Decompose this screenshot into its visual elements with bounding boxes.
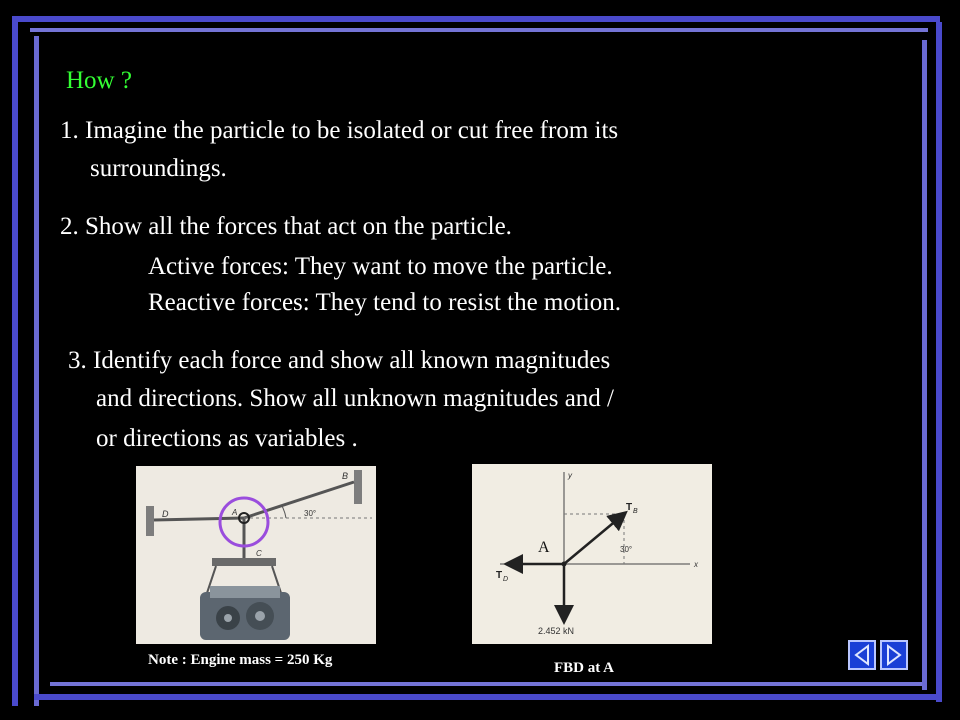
- prev-slide-button[interactable]: [848, 640, 876, 670]
- label-point-a: A: [538, 539, 550, 556]
- label-td: T: [496, 570, 503, 581]
- step2-line: 2. Show all the forces that act on the particle.: [60, 213, 512, 240]
- frame-left-bar-outer: [12, 16, 18, 706]
- label-d: D: [162, 509, 169, 519]
- label-x: x: [694, 560, 698, 569]
- fbd-drawing: [472, 464, 712, 644]
- triangle-right-icon: [882, 642, 906, 668]
- step2-reactive-forces: Reactive forces: They tend to resist the motion.: [148, 289, 622, 316]
- frame-left-bar-inner: [34, 36, 39, 706]
- label-fbd-angle: 30°: [620, 545, 633, 554]
- fbd-caption: FBD at A: [554, 660, 614, 676]
- label-td-subscript: D: [503, 576, 509, 583]
- spreader-bar: [212, 558, 276, 566]
- wall-b-icon: [354, 470, 362, 504]
- angle-arc: [282, 506, 286, 518]
- frame-top-bar-inner: [30, 28, 928, 32]
- engine-mass-note: Note : Engine mass = 250 Kg: [148, 652, 333, 668]
- frame-top-bar-outer: [12, 16, 940, 22]
- label-b: B: [342, 471, 349, 481]
- engine-icon: [200, 586, 290, 640]
- cable-ab: [244, 482, 354, 518]
- step3-line1: 3. Identify each force and show all known magnitudes: [68, 347, 611, 374]
- step1-line1: 1. Imagine the particle to be isolated or cut free from its: [60, 117, 619, 144]
- label-tb: T: [626, 502, 633, 513]
- label-load: 2.452 kN: [538, 626, 575, 636]
- fbd-figure: [472, 464, 712, 644]
- label-a: A: [232, 508, 238, 517]
- point-a: [562, 562, 567, 567]
- engine-hoist-figure: [136, 466, 376, 644]
- tb-vector: [564, 514, 624, 564]
- frame-right-bar-inner: [922, 40, 927, 690]
- step1-line2: surroundings.: [90, 155, 227, 182]
- label-y: y: [568, 471, 572, 480]
- label-tb-subscript: B: [633, 508, 638, 515]
- frame-bottom-bar-outer: [34, 694, 942, 700]
- frame-right-bar-outer: [936, 22, 942, 702]
- step3-line3: or directions as variables .: [96, 425, 358, 452]
- step3-line2: and directions. Show all unknown magnitudes and /: [96, 385, 614, 412]
- step2-active-forces: Active forces: They want to move the particle.: [148, 253, 613, 280]
- label-angle: 30°: [304, 509, 317, 518]
- frame-bottom-bar-inner: [50, 682, 922, 686]
- next-slide-button[interactable]: [880, 640, 908, 670]
- slide-heading: How ?: [66, 67, 132, 94]
- wall-d-icon: [146, 506, 154, 536]
- label-c: C: [256, 549, 262, 558]
- engine-hoist-drawing: [136, 466, 376, 644]
- triangle-left-icon: [850, 642, 874, 668]
